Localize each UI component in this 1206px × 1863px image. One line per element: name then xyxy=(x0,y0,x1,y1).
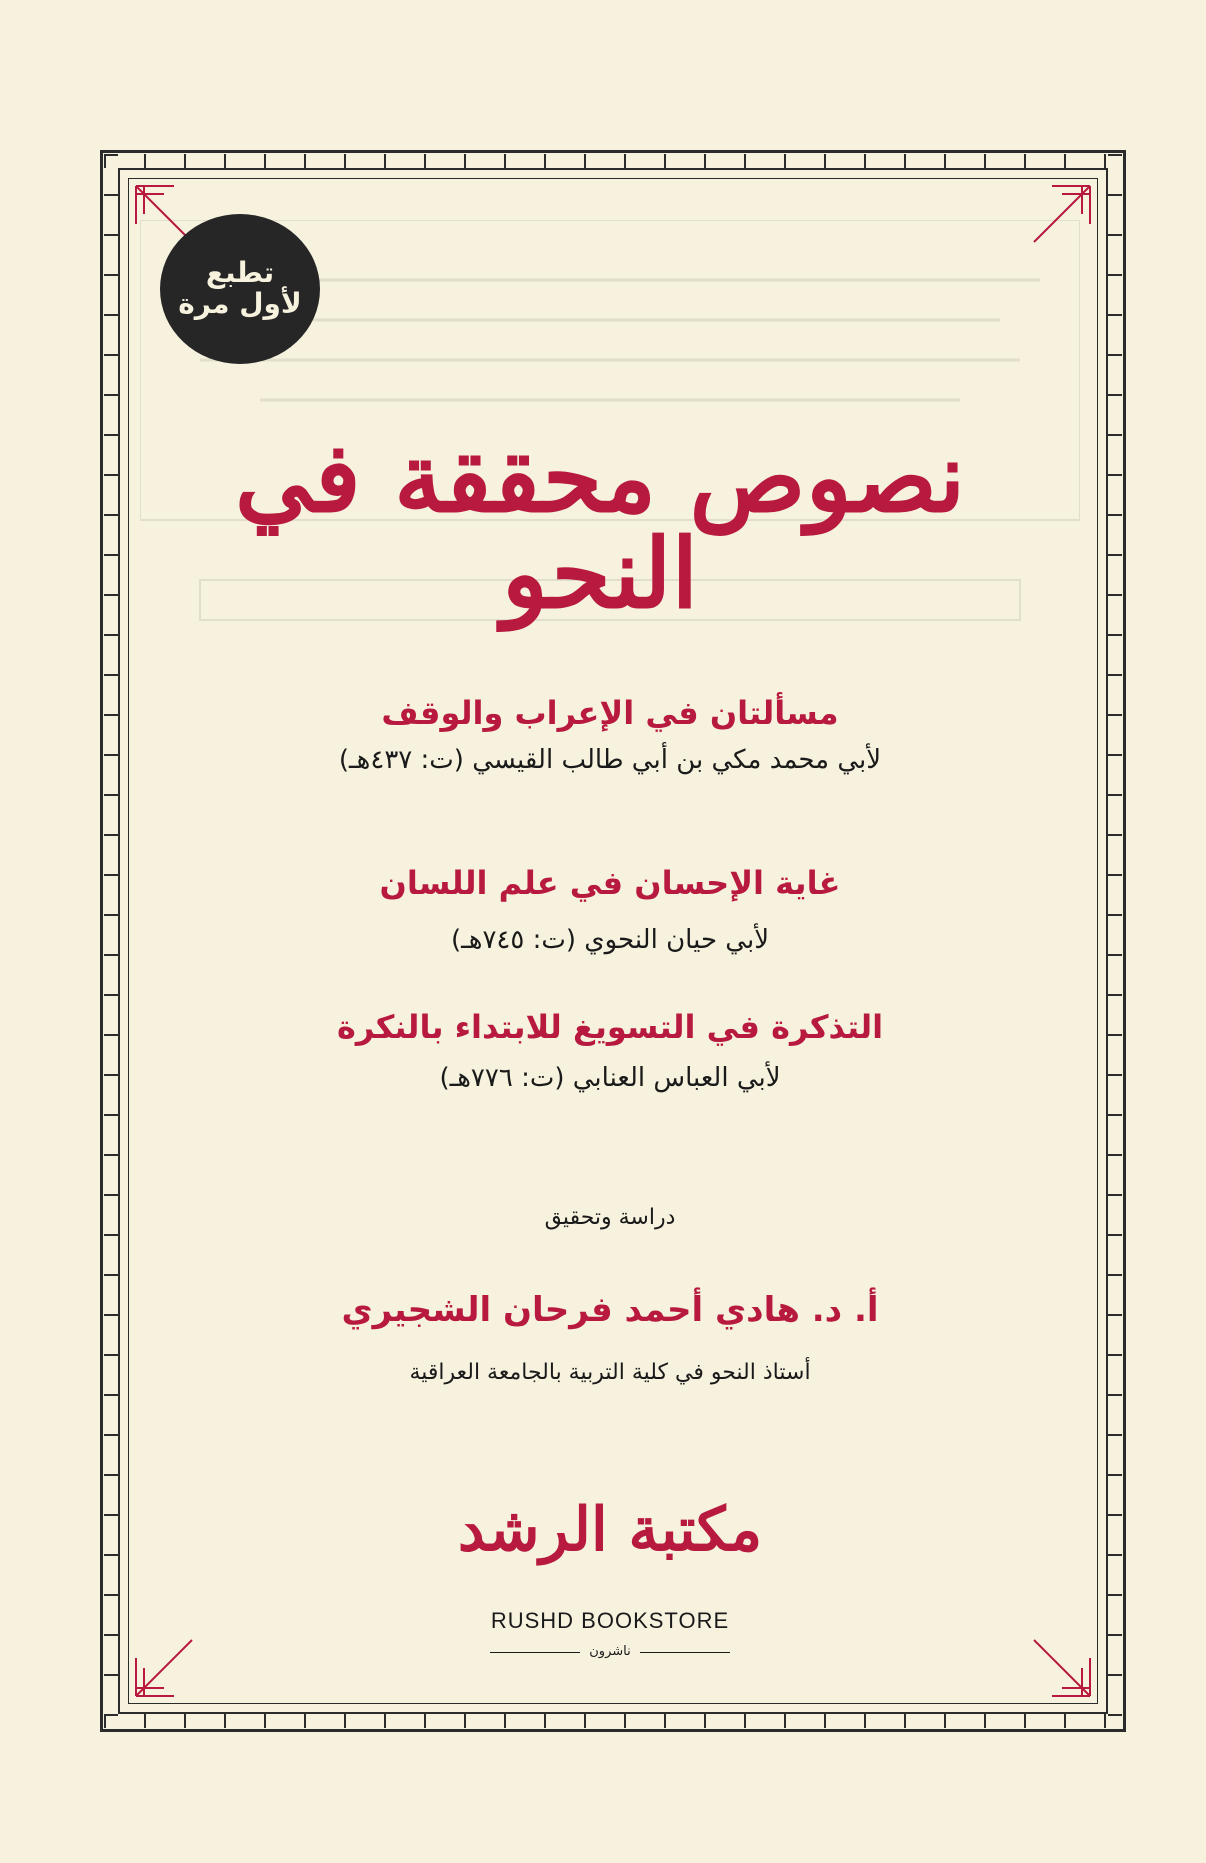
work-2 xyxy=(240,866,980,956)
publisher-logo: مكتبة الرشد xyxy=(457,1495,763,1565)
book-title: نصوص محققة في النحو xyxy=(234,421,966,630)
border-band-left xyxy=(104,154,118,1728)
publisher-subtitle: ناشرون xyxy=(589,1644,631,1659)
corner-ornament-top-right xyxy=(1032,184,1092,244)
border-band-top xyxy=(104,154,1122,168)
corner-ornament-bottom-right xyxy=(1032,1638,1092,1698)
work-2-author: لأبي حيان النحوي (ت: ٧٤٥هـ) xyxy=(450,925,770,956)
work-1-title: مسألتان في الإعراب والوقف xyxy=(381,694,839,732)
study-label: دراسة وتحقيق xyxy=(544,1205,676,1230)
first-edition-badge xyxy=(160,214,320,364)
publisher-name-en: RUSHD BOOKSTORE xyxy=(490,1608,730,1633)
editor-role: أستاذ النحو في كلية التربية بالجامعة العراقية xyxy=(409,1360,811,1385)
border-band-bottom xyxy=(104,1714,1122,1728)
badge-line-2: لأول مرة xyxy=(178,287,302,320)
corner-ornament-bottom-left xyxy=(134,1638,194,1698)
work-1 xyxy=(240,696,980,776)
work-2-title: غاية الإحسان في علم اللسان xyxy=(379,864,841,902)
work-3-author: لأبي العباس العنابي (ت: ٧٧٦هـ) xyxy=(439,1063,781,1094)
border-band-right xyxy=(1108,154,1122,1728)
work-3 xyxy=(240,1010,980,1094)
work-3-title: التذكرة في التسويغ للابتداء بالنكرة xyxy=(336,1008,884,1046)
editor-name: أ. د. هادي أحمد فرحان الشجيري xyxy=(341,1290,879,1330)
work-1-author: لأبي محمد مكي بن أبي طالب القيسي (ت: ٤٣٧هـ) xyxy=(338,745,882,776)
badge-line-1: تطبع xyxy=(205,256,275,290)
